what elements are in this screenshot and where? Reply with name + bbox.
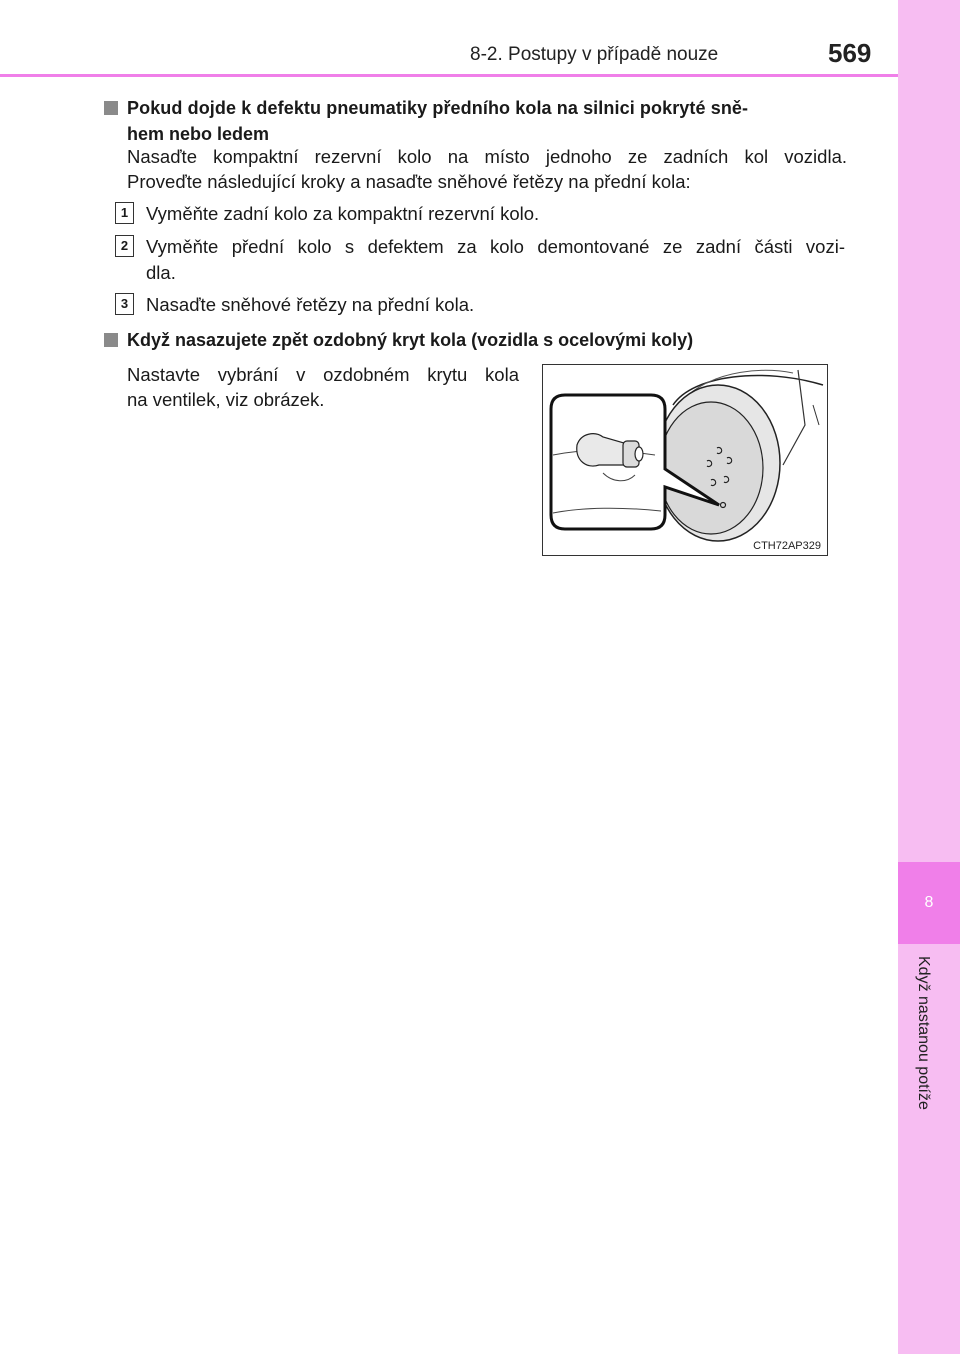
step-2-text-line1: Vyměňte přední kolo s defektem za kolo demontované ze zadní části vozi- [146,236,845,257]
step-number-badge: 1 [115,202,134,224]
section2-text-line1: Nastavte vybrání v ozdobném krytu kola [127,364,519,385]
section1-heading-line2: hem nebo ledem [127,124,270,144]
step-2 [115,234,845,286]
section1-intro-line1: Nasaďte kompaktní rezervní kolo na místo jednoho ze zadních kol vozidla. [127,146,847,167]
page-number: 569 [828,38,872,68]
section1-heading [104,95,748,147]
figure-code: CTH72AP329 [753,540,821,552]
chapter-number-tab [898,862,960,944]
section1-intro-line2: Proveďte následující kroky a nasaďte sněhové řetězy na přední kola: [127,171,691,192]
step-number-badge: 3 [115,293,134,315]
step-3-text: Nasaďte sněhové řetězy na přední kola. [146,294,475,315]
section2-text-line2: na ventilek, viz obrázek. [127,389,325,410]
wheel-valve-drawing [543,365,827,555]
section-title: 8-2. Postupy v případě nouze [470,44,719,65]
step-number-badge: 2 [115,235,134,257]
step-1-text: Vyměňte zadní kolo za kompaktní rezervní kolo. [146,203,540,224]
section1-heading-line1: Pokud dojde k defektu pneumatiky předního kola na silnici pokryté sně- [127,98,749,118]
step-2-text-line2: dla. [146,262,176,283]
square-bullet-icon [104,333,118,347]
step-1 [115,201,539,227]
section2-heading [104,327,693,353]
chapter-title: Když nastanou potíže [915,956,932,1110]
section2-heading-text: Když nasazujete zpět ozdobný kryt kola (vozidla s ocelovými koly) [127,330,694,350]
side-tab-background [898,0,960,862]
header-divider [0,74,898,77]
square-bullet-icon [104,101,118,115]
wheel-cap-illustration [542,364,828,556]
chapter-number: 8 [924,894,934,911]
step-3 [115,292,474,318]
section2-text [127,362,519,412]
section1-intro [127,144,847,194]
